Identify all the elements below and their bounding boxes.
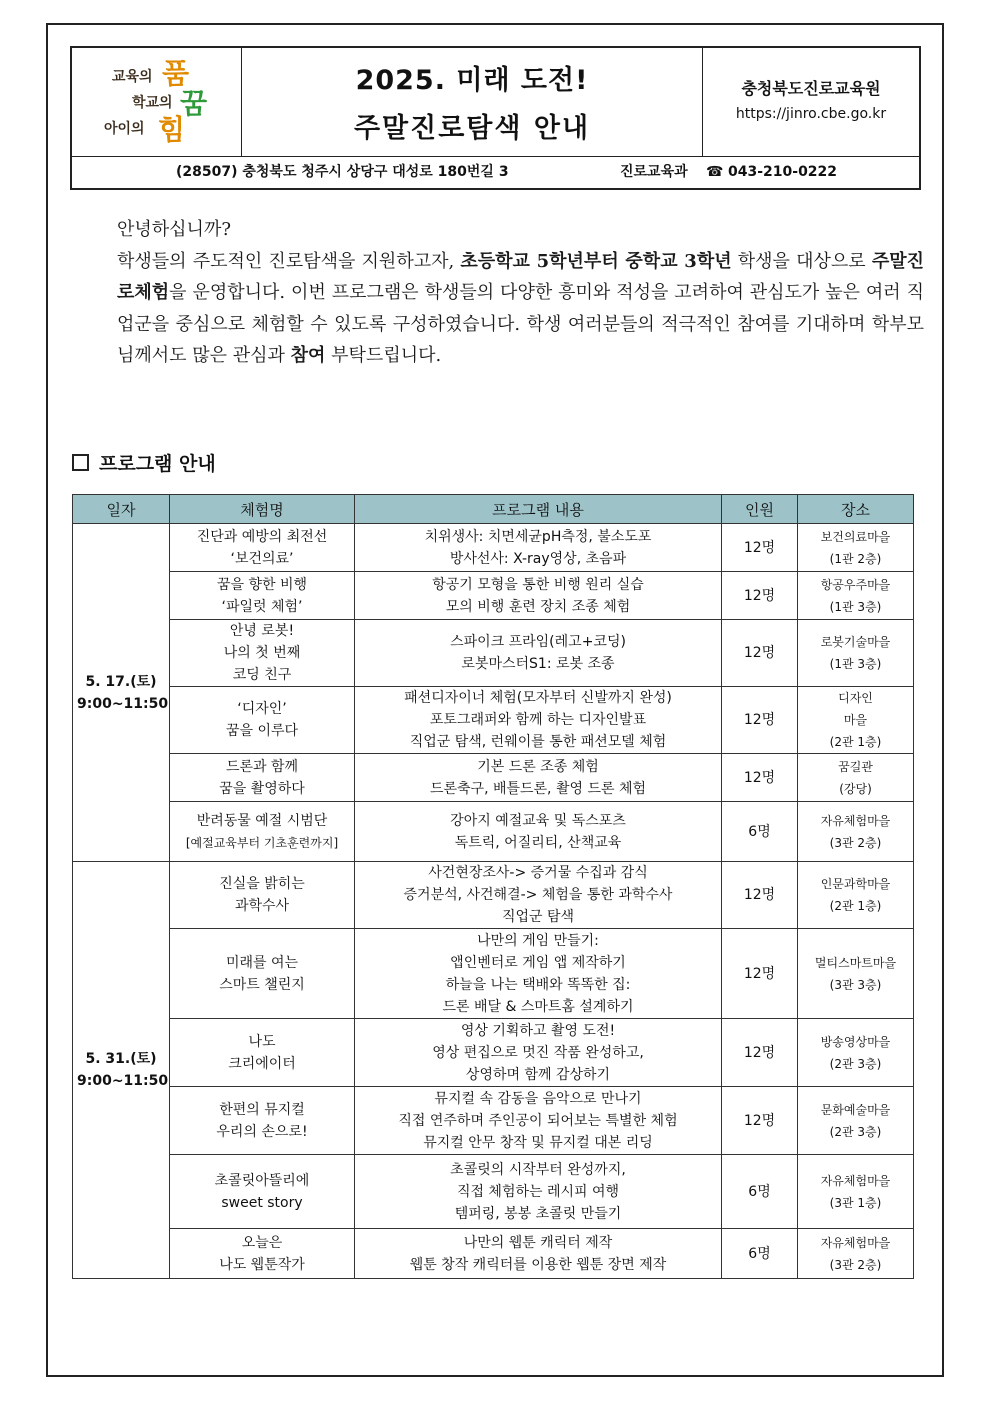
table-row	[73, 929, 914, 1019]
program-place	[798, 687, 914, 754]
program-place	[798, 524, 914, 572]
program-name-line: 드론과 함께	[225, 758, 299, 775]
intro-paragraph: 학생들의 주도적인 진로탐색을 지원하고자, 초등학교 5학년부터 중학교 3학년 학생을 대상으로 주말진로체험을 운영합니다. 이번 프로그램은 학생들의 다양한 흥미와 적성을 고려하여 관심도가 높은 여러 직업군을 중심으로 체험할 수 있도록 구성하였습니다. 학생 여러분들의 적극적인 참여를 기대하며 학부모님께서도 많은 관심과 참여 부탁드립니다.	[117, 250, 924, 366]
program-name-line: 안녕 로봇!	[229, 623, 295, 639]
program-content-line: 스파이크 프라임(레고+코딩)	[450, 634, 626, 650]
program-place	[798, 1229, 914, 1279]
table-row	[73, 687, 914, 754]
time: 9:00~11:50	[77, 1073, 169, 1089]
date: 5. 31.(토)	[85, 1051, 157, 1067]
program-content-line: 직업군 탐색, 런웨이를 통한 패션모델 체험	[409, 734, 667, 750]
program-place-line: (3관 3층)	[829, 977, 882, 992]
program-place	[798, 1155, 914, 1229]
program-place-line: (1관 3층)	[829, 657, 882, 671]
program-content-line: 방사선사: X-ray영상, 초음파	[449, 550, 627, 567]
program-place-line: 보건의료마을	[820, 529, 891, 544]
program-place	[798, 862, 914, 929]
program-place-line: 멀티스마트마을	[814, 955, 897, 970]
program-content-line: 항공기 모형을 통한 비행 원리 실습	[432, 576, 644, 593]
program-content-line: 강아지 예절교육 및 독스포츠	[450, 812, 626, 829]
table-row	[73, 1155, 914, 1229]
header-count: 인원	[722, 495, 798, 524]
program-count: 12명	[722, 524, 798, 572]
program-place-line: (1관 3층)	[829, 599, 882, 614]
phone-icon: ☎	[706, 164, 724, 180]
program-name-line: ‘파일럿 체험’	[221, 598, 303, 615]
program-content	[355, 862, 722, 929]
program-content	[355, 1229, 722, 1279]
program-place-line: (2관 3층)	[829, 1056, 882, 1071]
header-date: 일자	[73, 495, 170, 524]
page-title: 2025. 미래 도전!	[355, 65, 589, 96]
table-row	[73, 1229, 914, 1279]
program-content-line: 앱인벤터로 게임 앱 제작하기	[450, 954, 626, 971]
program-count: 6명	[722, 1155, 798, 1229]
program-content-line: 드론 배달 & 스마트홈 설계하기	[442, 998, 634, 1015]
program-name-line: 초콜릿아뜰리에	[214, 1172, 310, 1189]
program-name	[170, 524, 355, 572]
program-name-line: 미래를 여는	[225, 954, 299, 971]
program-content	[355, 929, 722, 1019]
program-name-line: 나도 웹툰작가	[219, 1256, 305, 1273]
date-cell	[73, 862, 170, 1279]
program-place-line: 디자인	[838, 691, 873, 705]
intro-text	[92, 214, 924, 372]
table-header-row	[73, 495, 914, 524]
program-content-line: 모의 비행 훈련 장치 조종 체험	[445, 598, 631, 615]
program-content-line: 뮤지컬 속 감동을 음악으로 만나기	[434, 1090, 642, 1107]
program-place	[798, 802, 914, 862]
program-content	[355, 572, 722, 620]
program-name-line: sweet story	[221, 1194, 303, 1211]
table-row	[73, 572, 914, 620]
program-place	[798, 572, 914, 620]
program-place-line: 로봇기술마을	[820, 635, 891, 649]
logo-text: 아이의	[104, 121, 145, 137]
program-count: 12명	[722, 687, 798, 754]
org-url[interactable]: https://jinro.cbe.go.kr	[735, 106, 887, 122]
header	[70, 46, 921, 190]
program-content-line: 증거분석, 사건해결-> 체험을 통한 과학수사	[403, 887, 673, 903]
program-content-line: 초콜릿의 시작부터 완성까지,	[450, 1161, 626, 1178]
program-name-line: 꿈을 이루다	[225, 723, 299, 739]
program-place-line: (2관 1층)	[829, 735, 882, 749]
checkbox-icon	[72, 454, 89, 471]
program-place-line: 자유체험마을	[820, 813, 891, 828]
program-name-line: 진단과 예방의 최전선	[196, 528, 328, 545]
phone: 043-210-0222	[728, 164, 838, 180]
program-name-line: 코딩 친구	[232, 667, 292, 683]
program-place-line: 자유체험마을	[820, 1173, 891, 1188]
address: (28507) 충청북도 청주시 상당구 대성로 180번길 3	[176, 164, 509, 180]
program-content-line: 포토그래퍼와 함께 하는 디자인발표	[429, 712, 647, 728]
table-row	[73, 802, 914, 862]
program-count: 12명	[722, 1019, 798, 1087]
program-place	[798, 929, 914, 1019]
date-cell	[73, 524, 170, 862]
logo-text: 학교의	[132, 95, 173, 111]
program-name-line: [예절교육부터 기초훈련까지]	[185, 835, 339, 850]
program-name	[170, 620, 355, 687]
program-content-line: 하늘을 나는 택배와 똑똑한 집:	[445, 976, 631, 993]
program-content-line: 나만의 웹툰 캐릭터 제작	[463, 1234, 613, 1251]
program-content	[355, 1019, 722, 1087]
program-count: 12명	[722, 754, 798, 802]
program-place-line: (3관 1층)	[829, 1195, 882, 1210]
program-name-line: 나의 첫 번째	[223, 645, 301, 661]
program-content-line: 웹툰 창작 캐릭터를 이용한 웹툰 장면 제작	[409, 1256, 667, 1273]
program-content-line: 템퍼링, 봉봉 초콜릿 만들기	[454, 1205, 622, 1222]
program-content	[355, 524, 722, 572]
program-content-line: 상영하며 함께 감상하기	[465, 1066, 611, 1083]
title-cell	[242, 48, 703, 156]
program-place-line: (강당)	[839, 781, 872, 796]
program-content-line: 직접 체험하는 레시피 여행	[456, 1183, 620, 1200]
program-content-line: 기본 드론 조종 체험	[477, 758, 599, 775]
program-place-line: 항공우주마을	[820, 577, 891, 592]
logo	[72, 48, 242, 156]
program-place-line: 마을	[843, 713, 868, 727]
program-place-line: 자유체험마을	[820, 1235, 891, 1250]
program-name	[170, 802, 355, 862]
program-name-line: 크리에이터	[228, 1055, 296, 1072]
address-row	[72, 156, 919, 188]
program-content-line: 치위생사: 치면세균pH측정, 불소도포	[424, 528, 652, 545]
program-content-line: 독트릭, 어질리티, 산책교육	[454, 834, 622, 851]
program-content	[355, 687, 722, 754]
program-name	[170, 929, 355, 1019]
table-body	[73, 524, 914, 1279]
program-name	[170, 862, 355, 929]
program-place-line: (2관 3층)	[829, 1124, 882, 1139]
program-content	[355, 1155, 722, 1229]
logo-text: 꿈	[180, 87, 208, 120]
program-count: 6명	[722, 1229, 798, 1279]
program-place	[798, 1019, 914, 1087]
table-row	[73, 620, 914, 687]
program-count: 12명	[722, 1087, 798, 1155]
program-place-line: 인문과학마을	[820, 877, 891, 891]
department: 진로교육과	[620, 164, 688, 180]
table-row	[73, 862, 914, 929]
program-content-line: 드론축구, 배틀드론, 촬영 드론 체험	[429, 780, 647, 797]
program-name	[170, 754, 355, 802]
program-content-line: 직접 연주하며 주인공이 되어보는 특별한 체험	[398, 1112, 678, 1129]
program-place	[798, 620, 914, 687]
table-row	[73, 524, 914, 572]
program-content-line: 영상 편집으로 멋진 작품 완성하고,	[432, 1044, 644, 1061]
program-content-line: 직업군 탐색	[501, 909, 575, 925]
program-count: 12명	[722, 572, 798, 620]
program-name-line: ‘디자인’	[237, 701, 287, 717]
program-table	[72, 494, 914, 1279]
program-content-line: 영상 기획하고 촬영 도전!	[460, 1022, 616, 1039]
program-place-line: (2관 1층)	[829, 899, 882, 913]
logo-text: 품	[162, 57, 190, 90]
program-name	[170, 1087, 355, 1155]
program-name-line: 우리의 손으로!	[216, 1123, 308, 1140]
header-name: 체험명	[170, 495, 355, 524]
program-name-line: 오늘은	[241, 1234, 283, 1251]
program-name	[170, 1155, 355, 1229]
program-place-line: 꿈길관	[838, 759, 873, 774]
table-row	[73, 1087, 914, 1155]
program-name-line: ‘보건의료’	[230, 550, 294, 567]
program-name	[170, 687, 355, 754]
program-name-line: 스마트 챌린지	[219, 976, 305, 993]
program-name	[170, 572, 355, 620]
date: 5. 17.(토)	[85, 673, 157, 690]
program-count: 12명	[722, 929, 798, 1019]
program-count: 6명	[722, 802, 798, 862]
program-content	[355, 1087, 722, 1155]
program-content-line: 뮤지컬 안무 창작 및 뮤지컬 대본 리딩	[423, 1134, 653, 1151]
logo-text: 힘	[158, 113, 186, 146]
org-cell	[703, 48, 919, 156]
program-name-line: 꿈을 촬영하다	[219, 780, 305, 797]
program-content-line: 나만의 게임 만들기:	[477, 932, 599, 949]
program-name	[170, 1229, 355, 1279]
section-title: 프로그램 안내	[72, 449, 216, 476]
program-place	[798, 754, 914, 802]
program-content	[355, 620, 722, 687]
program-name-line: 반려동물 예절 시범단	[196, 812, 328, 829]
program-content-line: 사건현장조사-> 증거물 수집과 감식	[428, 865, 648, 881]
program-name-line: 꿈을 향한 비행	[216, 576, 308, 593]
page-subtitle: 주말진로탐색 안내	[353, 113, 591, 144]
org-name: 충청북도진로교육원	[741, 79, 881, 98]
program-place-line: 방송영상마을	[820, 1034, 891, 1049]
program-content-line: 로봇마스터S1: 로봇 조종	[461, 656, 615, 672]
program-place-line: (3관 2층)	[829, 835, 882, 850]
program-name-line: 한편의 뮤지컬	[219, 1101, 305, 1118]
program-content	[355, 754, 722, 802]
program-count: 12명	[722, 620, 798, 687]
table-row	[73, 1019, 914, 1087]
program-place-line: (1관 2층)	[829, 551, 882, 566]
program-place	[798, 1087, 914, 1155]
program-place-line: (3관 2층)	[829, 1257, 882, 1272]
greeting: 안녕하십니까?	[117, 219, 231, 240]
program-content-line: 패션디자이너 체험(모자부터 신발까지 완성)	[404, 690, 672, 706]
header-content: 프로그램 내용	[355, 495, 722, 524]
time: 9:00~11:50	[77, 695, 169, 712]
program-content	[355, 802, 722, 862]
program-name-line: 과학수사	[234, 898, 290, 914]
program-name-line: 나도	[248, 1033, 276, 1050]
program-name-line: 진실을 밝히는	[219, 876, 305, 892]
program-place-line: 문화예술마을	[820, 1102, 891, 1117]
program-name	[170, 1019, 355, 1087]
logo-text: 교육의	[112, 69, 153, 85]
program-count: 12명	[722, 862, 798, 929]
header-place: 장소	[798, 495, 914, 524]
table-row	[73, 754, 914, 802]
